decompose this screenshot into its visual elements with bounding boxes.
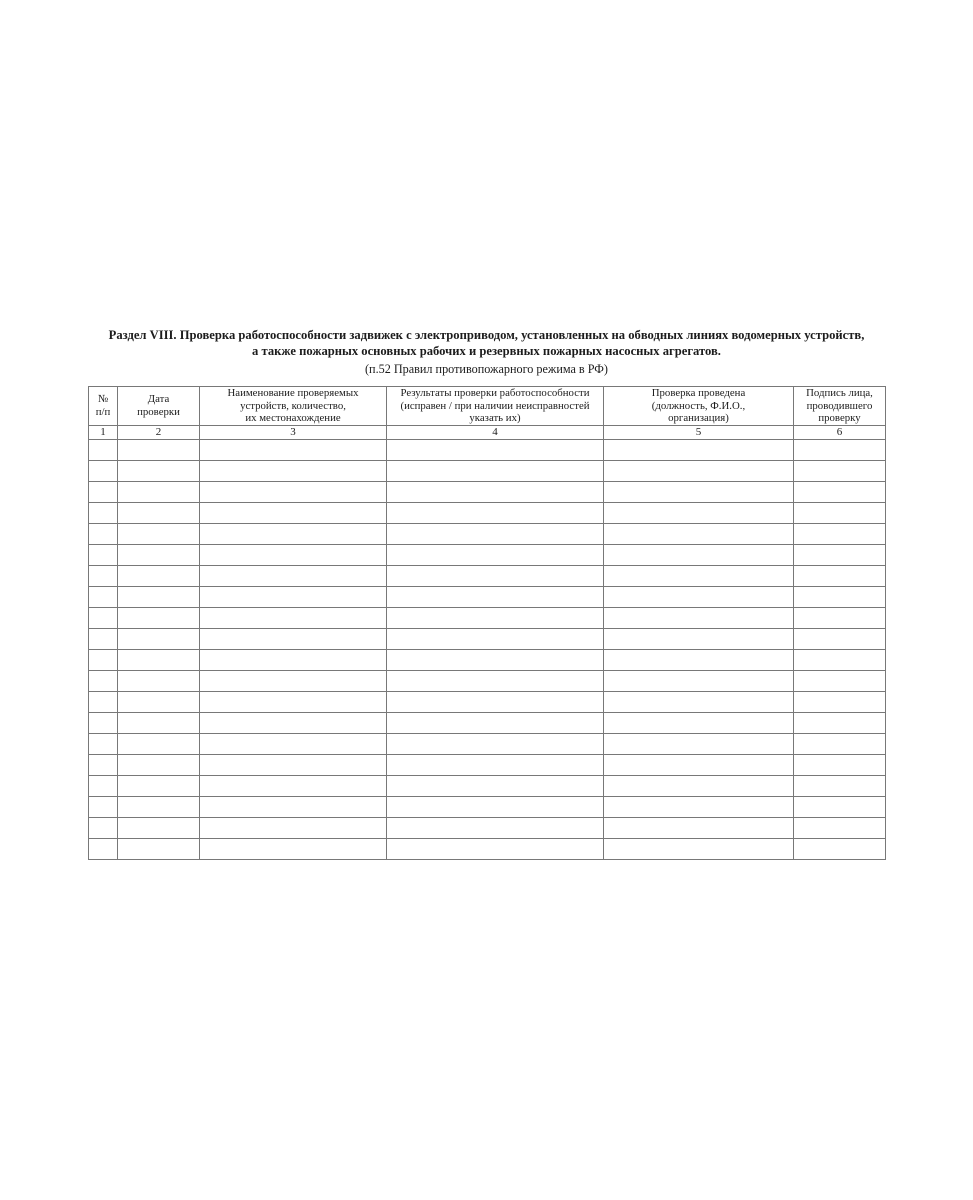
header-line: № (97, 393, 109, 406)
header-line: устройств, количество, (240, 399, 346, 412)
empty-log-cell (604, 544, 794, 565)
empty-log-cell (200, 733, 387, 754)
empty-log-row (89, 775, 886, 796)
empty-log-cell (118, 775, 200, 796)
column-number-2: 2 (118, 425, 200, 439)
empty-log-cell (89, 796, 118, 817)
empty-log-cell (200, 586, 387, 607)
empty-log-cell (200, 565, 387, 586)
column-number-5: 5 (604, 425, 794, 439)
empty-log-cell (118, 586, 200, 607)
empty-log-row (89, 565, 886, 586)
empty-log-cell (200, 712, 387, 733)
empty-log-cell (118, 817, 200, 838)
empty-log-row (89, 523, 886, 544)
empty-log-cell (604, 691, 794, 712)
empty-log-cell (89, 607, 118, 628)
empty-log-cell (200, 691, 387, 712)
empty-log-cell (89, 754, 118, 775)
empty-log-cell (387, 565, 604, 586)
empty-log-cell (387, 502, 604, 523)
empty-log-cell (794, 565, 886, 586)
header-line: (исправен / при наличии неисправностей (400, 399, 590, 412)
inspection-log-table (88, 386, 886, 860)
table-header-row (89, 387, 886, 426)
empty-log-cell (200, 544, 387, 565)
empty-log-cell (387, 607, 604, 628)
empty-log-cell (604, 838, 794, 859)
empty-log-row (89, 649, 886, 670)
empty-log-row (89, 670, 886, 691)
empty-log-cell (794, 439, 886, 460)
empty-log-cell (387, 691, 604, 712)
empty-log-row (89, 691, 886, 712)
empty-log-row (89, 838, 886, 859)
column-number-row (89, 425, 886, 439)
empty-log-cell (604, 481, 794, 502)
empty-log-cell (794, 502, 886, 523)
empty-log-cell (89, 628, 118, 649)
empty-log-cell (89, 733, 118, 754)
header-line: проверку (818, 412, 861, 425)
empty-log-cell (387, 523, 604, 544)
empty-log-cell (118, 460, 200, 481)
empty-log-cell (89, 460, 118, 481)
empty-log-cell (794, 481, 886, 502)
empty-log-cell (89, 670, 118, 691)
empty-log-cell (794, 586, 886, 607)
empty-log-cell (118, 481, 200, 502)
empty-log-cell (604, 649, 794, 670)
empty-log-cell (604, 628, 794, 649)
empty-log-cell (604, 565, 794, 586)
empty-log-cell (387, 733, 604, 754)
empty-log-row (89, 460, 886, 481)
header-line: Дата (147, 393, 170, 406)
empty-log-cell (89, 481, 118, 502)
empty-log-cell (387, 460, 604, 481)
empty-log-cell (794, 544, 886, 565)
empty-log-cell (200, 439, 387, 460)
column-number-6: 6 (794, 425, 886, 439)
empty-log-cell (387, 754, 604, 775)
empty-log-cell (200, 775, 387, 796)
empty-log-row (89, 544, 886, 565)
empty-log-row (89, 796, 886, 817)
empty-log-cell (89, 817, 118, 838)
table-body (89, 439, 886, 859)
column-header-row-number (89, 387, 118, 426)
empty-log-cell (118, 838, 200, 859)
column-number-1: 1 (89, 425, 118, 439)
empty-log-cell (200, 628, 387, 649)
empty-log-cell (387, 712, 604, 733)
header-line: проверки (137, 405, 180, 418)
empty-log-cell (794, 460, 886, 481)
empty-log-cell (89, 649, 118, 670)
empty-log-row (89, 607, 886, 628)
column-header-inspector (604, 387, 794, 426)
empty-log-cell (604, 754, 794, 775)
empty-log-cell (200, 481, 387, 502)
empty-log-cell (200, 502, 387, 523)
empty-log-cell (200, 670, 387, 691)
empty-log-cell (387, 817, 604, 838)
empty-log-cell (200, 754, 387, 775)
empty-log-cell (200, 838, 387, 859)
empty-log-cell (387, 481, 604, 502)
empty-log-cell (794, 733, 886, 754)
empty-log-cell (89, 775, 118, 796)
empty-log-cell (794, 775, 886, 796)
header-line: указать их) (469, 412, 521, 425)
empty-log-row (89, 712, 886, 733)
header-line: организация) (668, 412, 729, 425)
section-title-line-2: а также пожарных основных рабочих и резервных пожарных насосных агрегатов. (252, 344, 721, 358)
empty-log-cell (387, 796, 604, 817)
column-header-check-date (118, 387, 200, 426)
empty-log-cell (89, 565, 118, 586)
header-line: Наименование проверяемых (227, 387, 359, 399)
empty-log-cell (794, 838, 886, 859)
empty-log-cell (604, 502, 794, 523)
empty-log-cell (118, 439, 200, 460)
empty-log-cell (794, 796, 886, 817)
column-header-device-name (200, 387, 387, 426)
empty-log-cell (89, 691, 118, 712)
empty-log-cell (604, 607, 794, 628)
section-title-block (88, 327, 885, 377)
column-number-3: 3 (200, 425, 387, 439)
empty-log-cell (604, 733, 794, 754)
empty-log-cell (89, 502, 118, 523)
empty-log-cell (794, 712, 886, 733)
empty-log-cell (89, 523, 118, 544)
empty-log-cell (794, 754, 886, 775)
empty-log-cell (794, 523, 886, 544)
empty-log-cell (118, 544, 200, 565)
empty-log-row (89, 502, 886, 523)
empty-log-cell (118, 733, 200, 754)
empty-log-cell (118, 502, 200, 523)
empty-log-row (89, 817, 886, 838)
empty-log-cell (794, 817, 886, 838)
section-subtitle: (п.52 Правил противопожарного режима в РФ) (364, 362, 608, 376)
empty-log-cell (387, 439, 604, 460)
empty-log-cell (118, 796, 200, 817)
header-line: п/п (95, 405, 111, 418)
empty-log-cell (794, 628, 886, 649)
empty-log-cell (200, 649, 387, 670)
header-line: Результаты проверки работоспособности (400, 387, 590, 399)
empty-log-cell (604, 712, 794, 733)
empty-log-cell (200, 607, 387, 628)
empty-log-row (89, 586, 886, 607)
empty-log-cell (387, 544, 604, 565)
empty-log-cell (387, 838, 604, 859)
empty-log-cell (89, 439, 118, 460)
empty-log-cell (200, 796, 387, 817)
empty-log-cell (604, 670, 794, 691)
empty-log-row (89, 439, 886, 460)
empty-log-cell (89, 838, 118, 859)
empty-log-cell (118, 523, 200, 544)
empty-log-cell (794, 607, 886, 628)
empty-log-cell (794, 670, 886, 691)
empty-log-cell (604, 439, 794, 460)
empty-log-row (89, 733, 886, 754)
header-line: их местонахождение (245, 412, 341, 425)
empty-log-cell (200, 817, 387, 838)
empty-log-cell (118, 565, 200, 586)
empty-log-cell (604, 775, 794, 796)
empty-log-row (89, 754, 886, 775)
empty-log-row (89, 628, 886, 649)
empty-log-cell (387, 670, 604, 691)
empty-log-cell (387, 649, 604, 670)
header-line: Подпись лица, (806, 387, 873, 399)
empty-log-cell (118, 607, 200, 628)
column-header-signature (794, 387, 886, 426)
empty-log-cell (794, 649, 886, 670)
empty-log-cell (604, 796, 794, 817)
empty-log-cell (387, 628, 604, 649)
empty-log-cell (118, 649, 200, 670)
header-line: проводившего (806, 399, 873, 412)
empty-log-row (89, 481, 886, 502)
empty-log-cell (118, 670, 200, 691)
empty-log-cell (387, 586, 604, 607)
empty-log-cell (89, 712, 118, 733)
empty-log-cell (794, 691, 886, 712)
empty-log-cell (118, 628, 200, 649)
empty-log-cell (89, 586, 118, 607)
header-line: Проверка проведена (651, 387, 746, 399)
empty-log-cell (200, 460, 387, 481)
empty-log-cell (89, 544, 118, 565)
empty-log-cell (118, 691, 200, 712)
column-number-4: 4 (387, 425, 604, 439)
empty-log-cell (604, 460, 794, 481)
section-title-line-1: Раздел VIII. Проверка работоспособности задвижек с электроприводом, установленных на обводных линиях водомерных устройств, (108, 328, 865, 342)
empty-log-cell (118, 712, 200, 733)
empty-log-cell (118, 754, 200, 775)
empty-log-cell (200, 523, 387, 544)
empty-log-cell (604, 586, 794, 607)
header-line: (должность, Ф.И.О., (651, 399, 746, 412)
column-header-check-results (387, 387, 604, 426)
empty-log-cell (387, 775, 604, 796)
empty-log-cell (604, 523, 794, 544)
empty-log-cell (604, 817, 794, 838)
